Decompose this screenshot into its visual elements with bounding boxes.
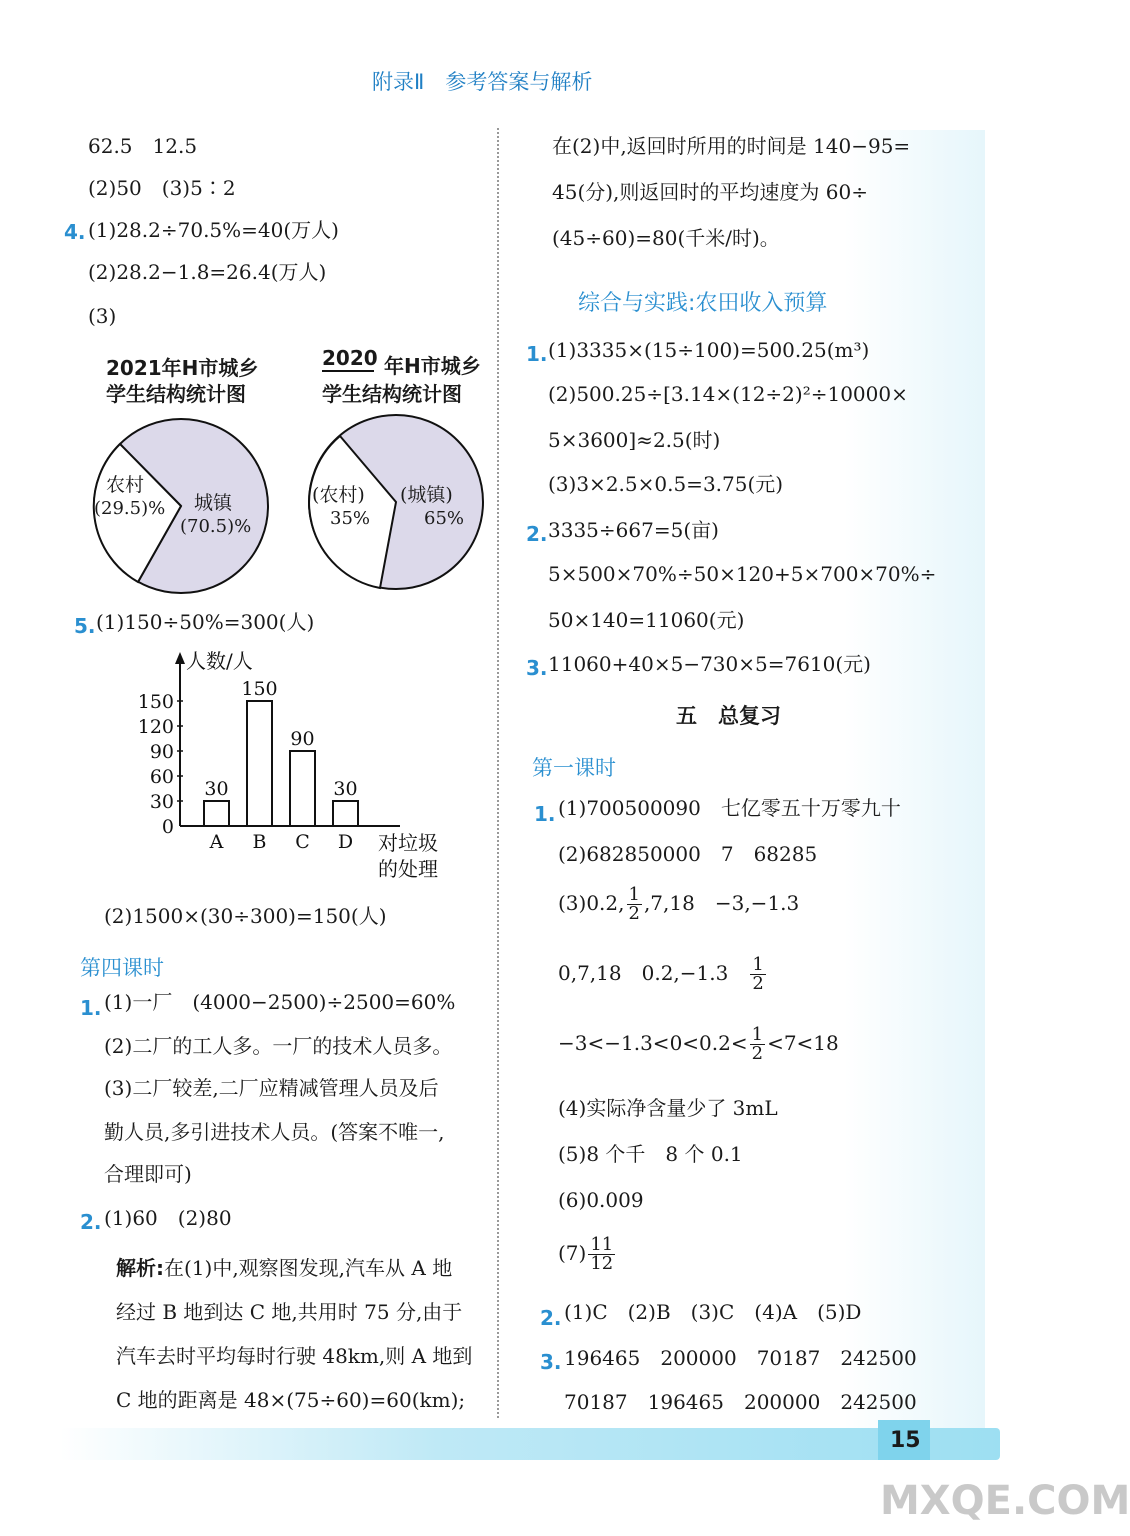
answer-line: (45÷60)=80(千米/时)。	[552, 226, 780, 250]
answer-line: (3)3×2.5×0.5=3.75(元)	[548, 472, 784, 496]
question-number: 5.	[74, 614, 96, 638]
pie2-year: 2020	[322, 346, 378, 370]
answer-line: (2)50 (3)5∶2	[88, 176, 236, 200]
bar	[333, 801, 358, 826]
question-number: 2.	[80, 1210, 102, 1234]
answer-line: (4)实际净含量少了 3mL	[558, 1096, 778, 1120]
footer-band	[60, 1428, 1000, 1460]
analysis-line: 汽车去时平均每时行驶 48km,则 A 地到	[116, 1344, 473, 1368]
answer-line: 11060+40×5−730×5=7610(元)	[548, 652, 871, 676]
bar	[290, 751, 315, 826]
answer-line: (6)0.009	[558, 1188, 644, 1212]
question-number: 2.	[526, 522, 548, 546]
answer-line: 50×140=11060(元)	[548, 608, 745, 632]
pie1-rural-percent: (29.5)%	[94, 498, 166, 519]
answer-line: (1)28.2÷70.5%=40(万人)	[88, 218, 339, 242]
y-tick-label: 90	[149, 741, 174, 763]
bar-value-label: 30	[204, 778, 229, 800]
pie2-title-line2: 学生结构统计图	[322, 382, 462, 406]
y-tick-label: 150	[137, 691, 174, 713]
bar-chart	[120, 642, 460, 887]
analysis-text: 在(1)中,观察图发现,汽车从 A 地	[164, 1256, 453, 1280]
column-divider	[497, 128, 499, 1418]
x-category-label: A	[209, 831, 224, 853]
analysis-line	[116, 1256, 452, 1280]
fraction-denominator: 2	[752, 973, 764, 994]
answer-line: 勤人员,多引进技术人员。(答案不唯一,	[104, 1120, 445, 1144]
answer-line: (1)3335×(15÷100)=500.25(m³)	[548, 338, 870, 362]
pie1-title-line1: 2021年H市城乡	[106, 356, 259, 380]
y-axis-label: 人数/人	[186, 649, 253, 673]
question-number: 1.	[526, 342, 548, 366]
fraction-numerator: 1	[628, 884, 640, 905]
answer-line	[558, 1236, 617, 1273]
answer-text: ,7,18 −3,−1.3	[643, 891, 800, 915]
answer-line: 3335÷667=5(亩)	[548, 518, 719, 542]
answer-line: (2)500.25÷[3.14×(12÷2)²÷10000×	[548, 382, 908, 406]
y-tick-label: 120	[137, 716, 174, 738]
answer-line	[558, 886, 799, 923]
answer-text: 0,7,18 0.2,−1.3	[558, 961, 749, 985]
x-category-label: B	[252, 831, 267, 853]
answer-text: −3<−1.3<0<0.2<	[558, 1031, 748, 1055]
answer-text: (3)0.2,	[558, 891, 625, 915]
question-number: 1.	[534, 802, 556, 826]
x-category-label: D	[337, 831, 354, 853]
answer-text: (7)	[558, 1241, 587, 1265]
answer-line: (1)60 (2)80	[104, 1206, 232, 1230]
fraction-one-half	[627, 886, 642, 923]
fraction-numerator: 11	[590, 1234, 614, 1255]
fraction-one-half	[750, 956, 765, 993]
page-number: 15	[890, 1428, 921, 1453]
answer-line: (3)二厂较差,二厂应精减管理人员及后	[104, 1076, 439, 1100]
answer-line: (3)	[88, 304, 117, 328]
pie1-title-line2: 学生结构统计图	[106, 382, 246, 406]
chapter-title: 五 总复习	[676, 704, 781, 728]
y-tick-label: 30	[149, 791, 174, 813]
x-axis-label-line1: 对垃圾	[378, 831, 438, 855]
answer-line: 45(分),则返回时的平均速度为 60÷	[552, 180, 868, 204]
bar	[204, 801, 229, 826]
y-tick-label: 0	[161, 816, 174, 838]
fraction-one-half	[750, 1026, 765, 1063]
analysis-line: 经过 B 地到达 C 地,共用时 75 分,由于	[116, 1300, 463, 1324]
answer-line: (2)28.2−1.8=26.4(万人)	[88, 260, 327, 284]
pie2-title-line1: 年H市城乡	[384, 354, 481, 378]
answer-line: 196465 200000 70187 242500	[564, 1346, 917, 1370]
answer-line: 5×3600]≈2.5(时)	[548, 428, 721, 452]
section-title: 综合与实践:农田收入预算	[578, 291, 828, 316]
answer-line	[558, 1026, 839, 1063]
answer-line: 5×500×70%÷50×120+5×700×70%÷	[548, 562, 937, 586]
bar	[247, 701, 272, 826]
x-category-label: C	[295, 831, 310, 853]
answer-line: (1)150÷50%=300(人)	[96, 610, 315, 634]
answer-line: (2)1500×(30÷300)=150(人)	[104, 904, 387, 928]
pie2-urban-percent: 65%	[424, 508, 465, 529]
analysis-line: C 地的距离是 48×(75÷60)=60(km);	[116, 1388, 466, 1412]
fraction-eleven-twelfths	[588, 1236, 615, 1273]
question-number: 2.	[540, 1306, 562, 1330]
bar-value-label: 150	[241, 678, 278, 700]
pie1-rural-label: 农村	[106, 474, 145, 496]
pie2-urban-label: (城镇)	[400, 484, 453, 506]
question-number: 3.	[526, 656, 548, 680]
fraction-numerator: 1	[751, 1024, 764, 1045]
fraction-denominator: 12	[590, 1253, 614, 1274]
question-number: 3.	[540, 1350, 562, 1374]
x-axis-label-line2: 的处理	[378, 857, 438, 881]
y-axis-arrow	[175, 652, 185, 664]
question-number: 4.	[64, 220, 86, 244]
answer-line: 合理即可)	[104, 1162, 192, 1186]
y-tick-label: 60	[149, 766, 174, 788]
fraction-denominator: 2	[751, 1043, 764, 1064]
answer-line: 70187 196465 200000 242500	[564, 1390, 917, 1414]
fraction-denominator: 2	[628, 903, 640, 924]
section-title: 第四课时	[80, 956, 164, 980]
pie1-urban-percent: (70.5)%	[180, 516, 252, 537]
answer-line: (1)700500090 七亿零五十万零九十	[558, 796, 901, 820]
fraction-numerator: 1	[752, 954, 764, 975]
bar-value-label: 30	[333, 778, 358, 800]
answer-line: (2)二厂的工人多。一厂的技术人员多。	[104, 1034, 453, 1058]
answer-line: 62.5 12.5	[88, 134, 198, 158]
answer-line: (1)C (2)B (3)C (4)A (5)D	[564, 1300, 862, 1324]
answer-text: <7<18	[767, 1031, 839, 1055]
pie2-rural-percent: 35%	[330, 508, 371, 529]
section-title: 第一课时	[532, 756, 616, 780]
pie1-urban-label: 城镇	[194, 492, 233, 514]
answer-line: (2)682850000 7 68285	[558, 842, 818, 866]
pie2-rural-label: (农村)	[312, 484, 365, 506]
answer-line: 在(2)中,返回时所用的时间是 140−95=	[552, 134, 911, 158]
analysis-label: 解析:	[116, 1256, 164, 1280]
bar-value-label: 90	[290, 728, 315, 750]
watermark: MXQE.COM	[880, 1478, 1130, 1524]
page-header: 附录Ⅱ 参考答案与解析	[372, 70, 593, 94]
answer-line	[558, 956, 768, 993]
answer-line: (5)8 个千 8 个 0.1	[558, 1142, 743, 1166]
question-number: 1.	[80, 996, 102, 1020]
answer-line: (1)一厂 (4000−2500)÷2500=60%	[104, 990, 456, 1014]
